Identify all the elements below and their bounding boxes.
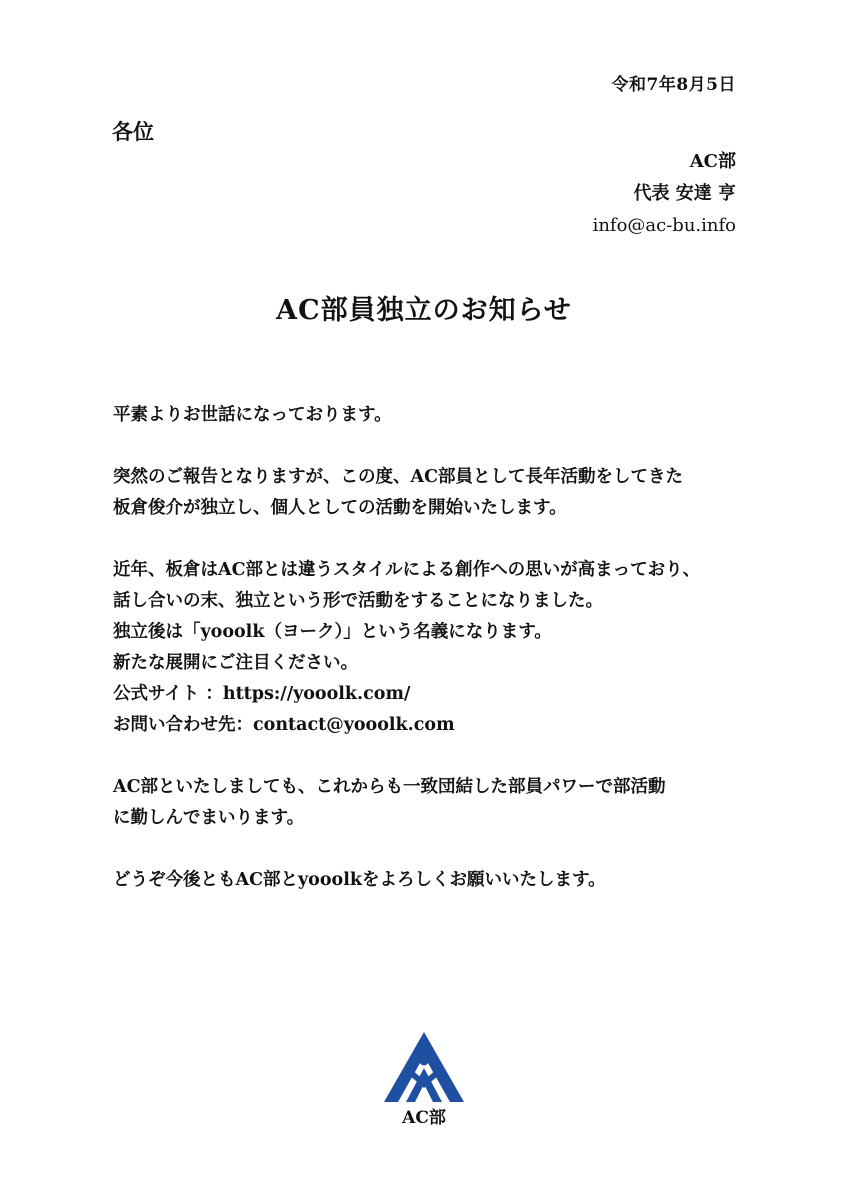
body-line: 平素よりお世話になっております。	[113, 405, 392, 425]
contact-line: お問い合わせ先：contact@yooolk.com	[113, 715, 455, 735]
body-line: 板倉俊介が独立し、個人としての活動を開始いたします。	[113, 498, 567, 518]
sender-email: info@ac-bu.info	[592, 215, 736, 236]
paragraph-announcement	[113, 462, 773, 524]
paragraph-commitment	[113, 772, 773, 834]
document-title: AC部員独立のお知らせ	[276, 295, 572, 326]
salutation: 各位	[112, 119, 154, 144]
body-line: 話し合いの末、独立という形で活動をすることになりました。	[113, 591, 603, 611]
body-line: 近年、板倉はAC部とは違うスタイルによる創作への思いが高まっており、	[113, 560, 701, 580]
logo-caption: AC部	[402, 1108, 446, 1128]
official-site-line: 公式サイト ：https://yooolk.com/	[113, 684, 411, 704]
sender-representative: 代表 安達 亨	[633, 183, 736, 204]
body-line: AC部といたしましても、これからも一致団結した部員パワーで部活動	[113, 777, 666, 797]
body-line: 独立後は「yooolk（ヨーク）」という名義になります。	[113, 622, 552, 642]
body-line: に勤しんでまいります。	[113, 808, 305, 828]
body-line: どうぞ今後ともAC部とyooolkをよろしくお願いいたします。	[113, 870, 606, 890]
sender-block	[593, 146, 736, 242]
body-line: 突然のご報告となりますが、この度、AC部員として長年活動をしてきた	[113, 467, 684, 487]
body-line: 新たな展開にご注目ください。	[113, 653, 358, 673]
sender-org: AC部	[689, 151, 736, 172]
document-date: 令和7年8月5日	[611, 75, 736, 95]
paragraph-greeting	[113, 400, 773, 431]
paragraph-details	[113, 555, 773, 741]
paragraph-closing	[113, 865, 773, 896]
document-body	[113, 400, 773, 896]
